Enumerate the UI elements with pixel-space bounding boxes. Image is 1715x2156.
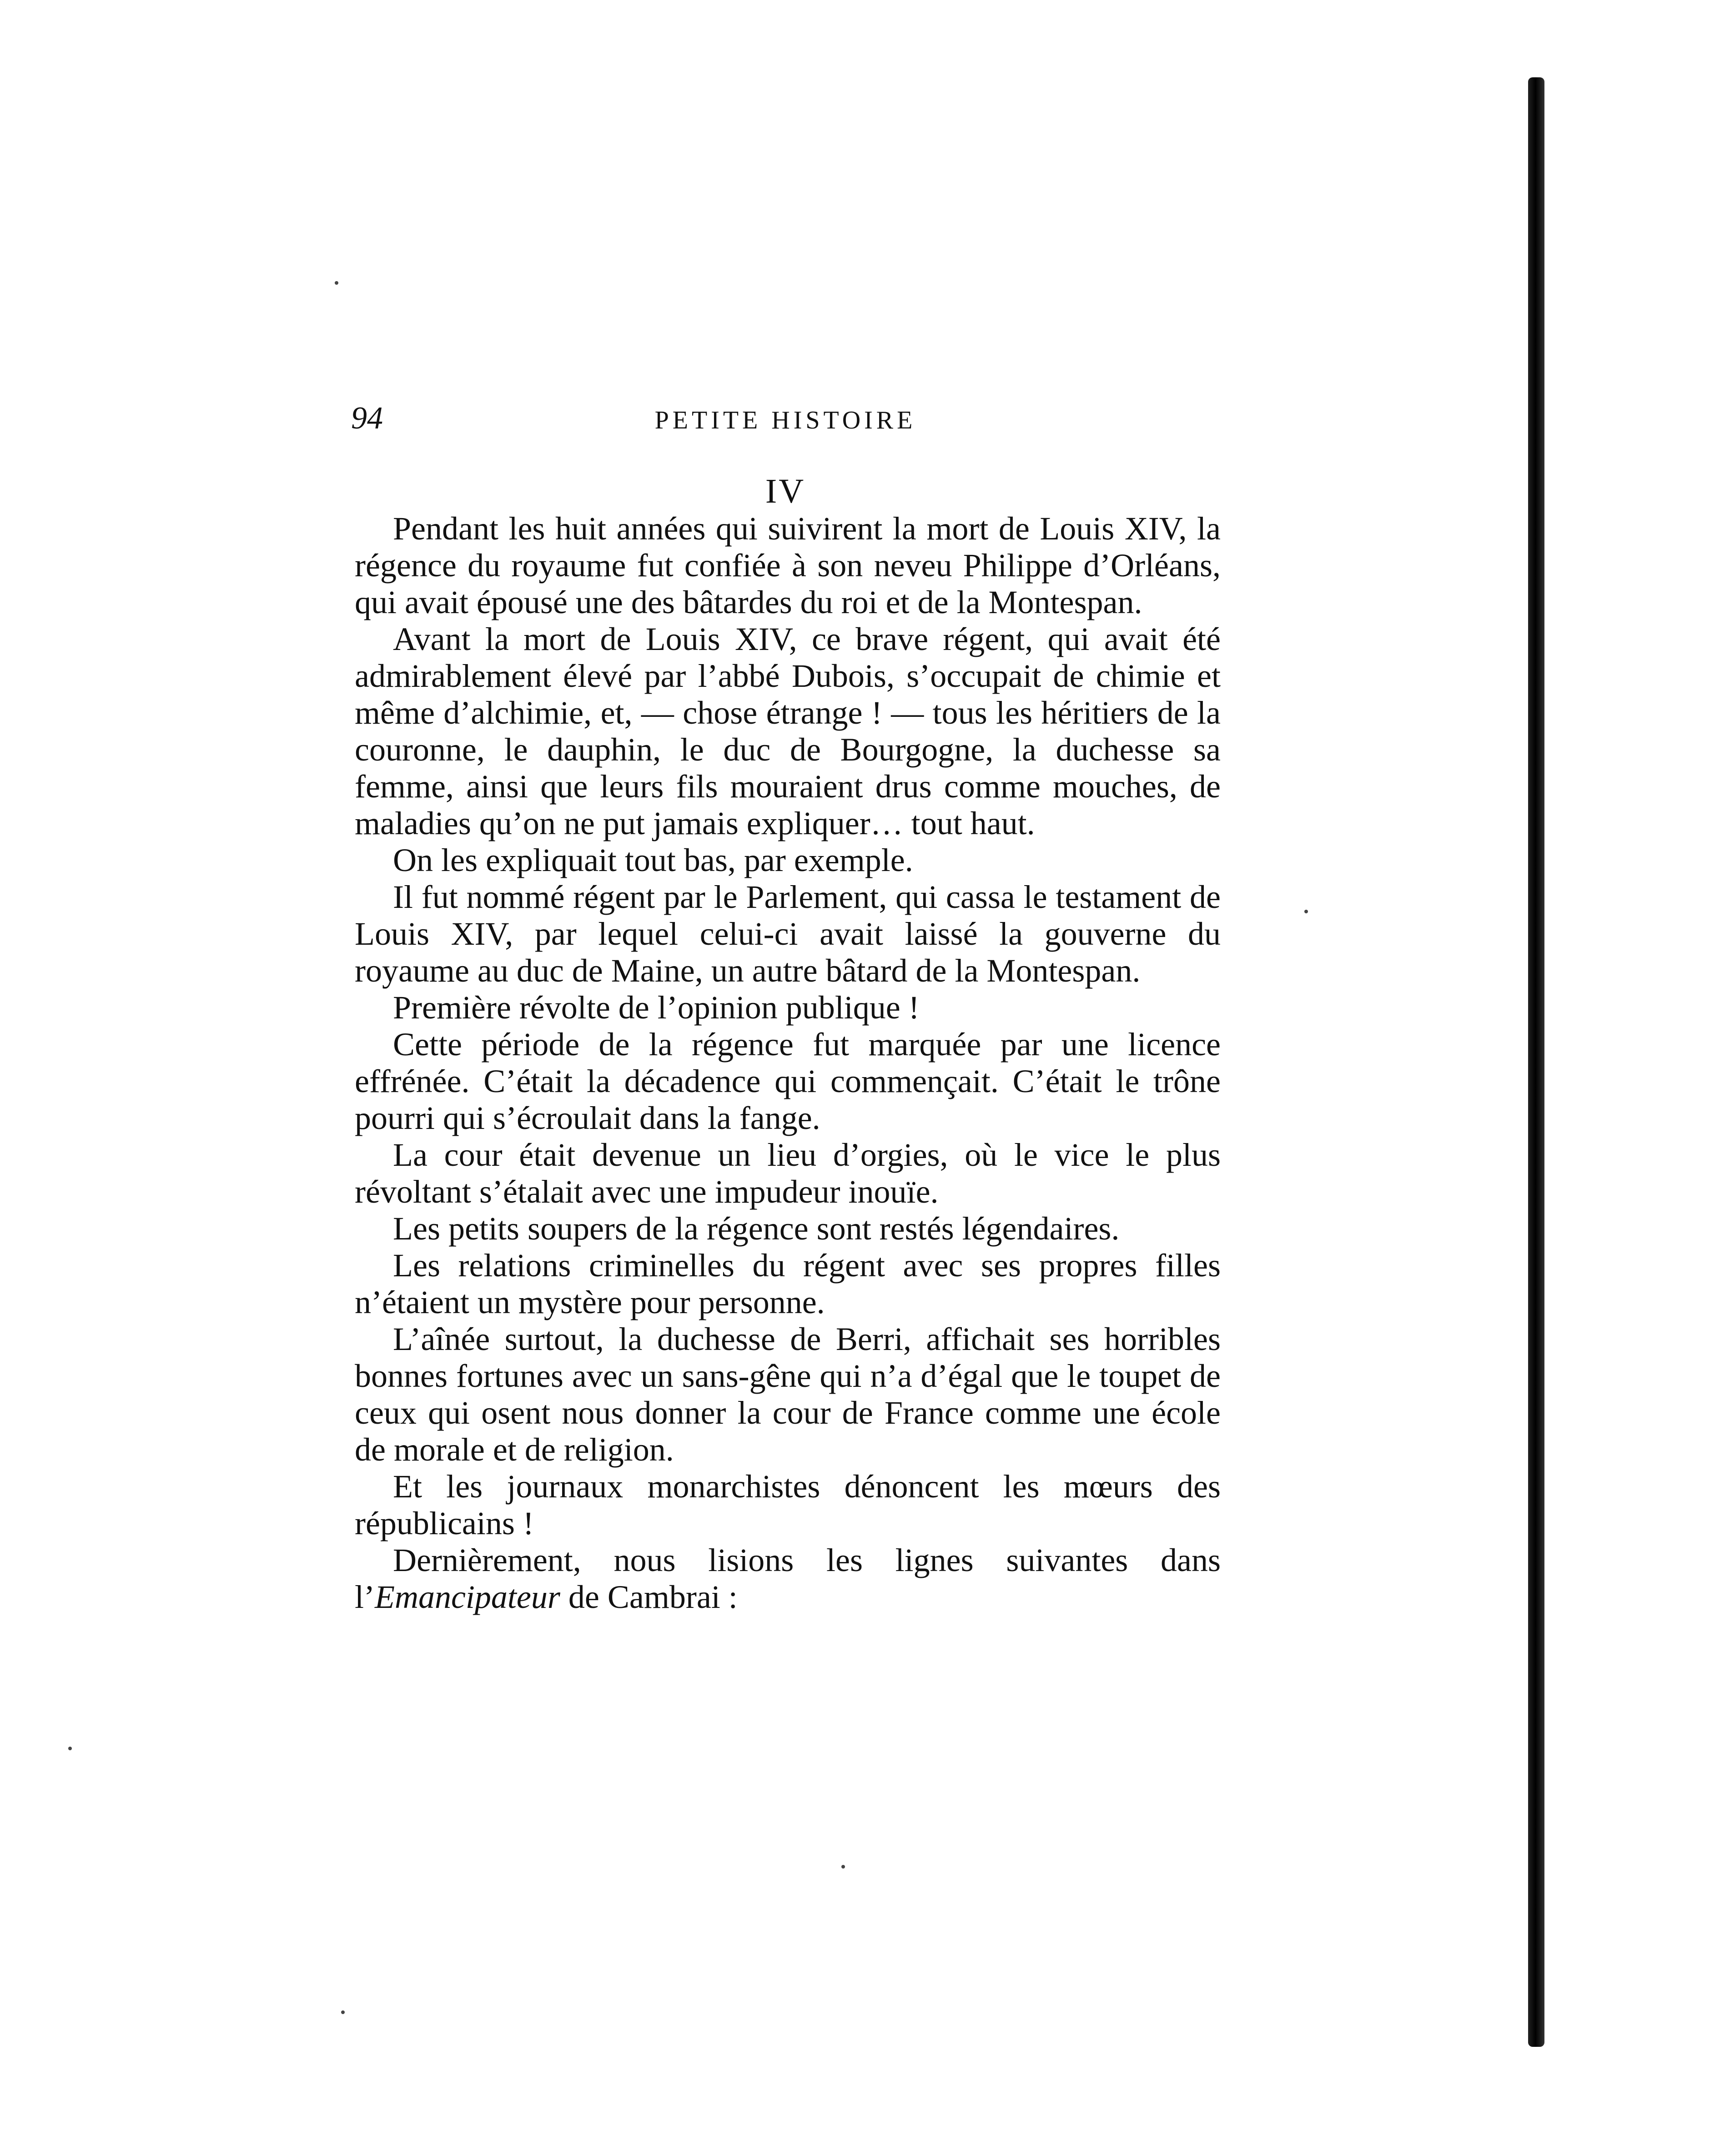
paragraph-text: Dernièrement, nous lisions les lignes suivantes dans l’ [355, 1542, 1221, 1615]
body-text [355, 510, 1221, 1616]
paper-speck [841, 1865, 845, 1869]
paper-speck [341, 2010, 345, 2014]
paper-speck [335, 281, 338, 285]
paragraph: On les expliquait tout bas, par exemple. [393, 842, 913, 878]
paragraph: Pendant les huit années qui suivirent la mort de Louis XIV, la régence du royaume fut confiée à son neveu Philippe d’Orléans, qui avait épousé une des bâtardes du roi et de la Montespan. [355, 510, 1221, 620]
page-binding-edge [1528, 77, 1544, 2047]
paragraph: Première révolte de l’opinion publique ! [393, 989, 920, 1026]
running-title: PETITE HISTOIRE [654, 406, 916, 434]
paragraph [355, 1542, 1221, 1616]
page-header [351, 400, 1220, 437]
paper-speck [1304, 910, 1308, 913]
paper-speck [68, 1747, 72, 1750]
paragraph: Et les journaux monarchistes dénoncent les mœurs des républicains ! [355, 1468, 1221, 1541]
paragraph: Les relations criminelles du régent avec ses propres filles n’étaient un mystère pour personne. [355, 1247, 1221, 1320]
chapter-number: IV [765, 472, 806, 510]
page-number: 94 [351, 401, 383, 436]
newspaper-title: Emancipateur [374, 1579, 560, 1615]
paragraph-text: de Cambrai : [560, 1579, 738, 1615]
paragraph: Il fut nommé régent par le Parlement, qui cassa le testament de Louis XIV, par lequel celui-ci avait laissé la gouverne du royaume au duc de Maine, un autre bâtard de la Montespan. [355, 879, 1221, 989]
paragraph: Les petits soupers de la régence sont restés légendaires. [393, 1210, 1120, 1247]
paragraph: Avant la mort de Louis XIV, ce brave régent, qui avait été admirablement élevé par l’abbé Dubois, s’occupait de chimie et même d’alchimie, et, — chose étrange ! — tous les héritiers de la couronne, le dauphin, le duc de Bourgogne, la duchesse sa femme, ainsi que leurs fils mouraient drus comme mouches, de maladies qu’on ne put jamais expliquer… tout haut. [355, 621, 1221, 841]
paragraph: L’aînée surtout, la duchesse de Berri, affichait ses horribles bonnes fortunes avec un sans-gêne qui n’a d’égal que le toupet de ceux qui osent nous donner la cour de France comme une école de morale et de religion. [355, 1321, 1221, 1468]
paragraph: La cour était devenue un lieu d’orgies, où le vice le plus révoltant s’étalait avec une impudeur inouïe. [355, 1137, 1221, 1210]
paragraph: Cette période de la régence fut marquée par une licence effrénée. C’était la décadence qui commençait. C’était le trône pourri qui s’écroulait dans la fange. [355, 1026, 1221, 1136]
